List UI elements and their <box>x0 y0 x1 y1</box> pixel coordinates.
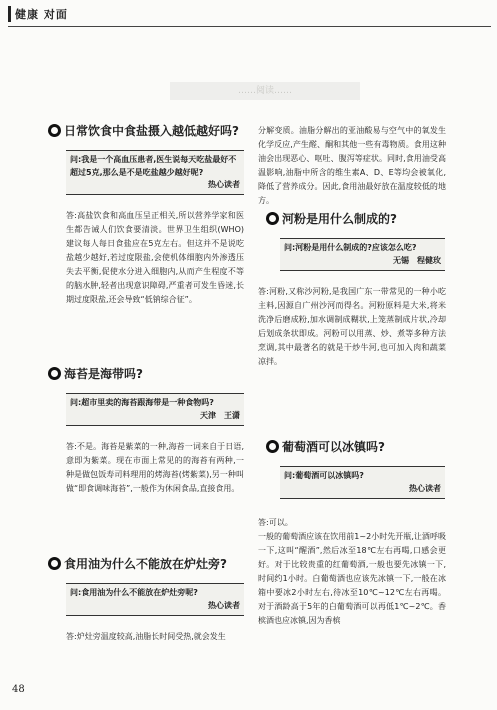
answer-text-oil: 答:炉灶旁温度较高,油脂长时间受热,就会发生 <box>66 632 226 641</box>
question-signature: 热心读者 <box>409 483 441 493</box>
question-box-wine <box>280 466 445 499</box>
answer-text-nori: 答:不是。海苔是紫菜的一种,海苔一词来自于日语,意即为紫菜。现在市面上常见的的海苔有两种,一种是做包饭寿司料理用的烤海苔(烤紫菜),另一种叫做“即食调味海苔”,一般作为休闲食品,直接食用。 <box>66 442 244 493</box>
page-header <box>8 4 68 24</box>
section-title-text: 食用油为什么不能放在炉灶旁? <box>64 557 227 571</box>
section-title-text: 葡萄酒可以冰镇吗? <box>282 440 385 454</box>
bullet-circle-icon <box>48 367 61 380</box>
header-bar <box>8 6 11 22</box>
answer-text-salt: 答:高盐饮食和高血压呈正相关,所以营养学家和医生都告诫人们饮食要清淡。世界卫生组织(WHO)建议每人每日食盐应在5克左右。但这并不是说吃盐越少越好,若过度限盐,会使机体细胞内外渗透压失去平衡,促使水分进入细胞内,从而产生程度不等的脑水肿,轻者出现意识障碍,严重者可发生昏迷,长期过度限盐,还会导致“低钠综合征”。 <box>66 211 244 304</box>
section-title-nori <box>48 365 143 382</box>
bullet-circle-icon <box>48 557 61 570</box>
question-signature: 热心读者 <box>208 600 240 610</box>
section-title-oil <box>48 555 227 572</box>
question-box-oil <box>66 583 244 616</box>
bullet-circle-icon <box>48 124 61 137</box>
section-title-text: 日常饮食中食盐摄入越低越好吗? <box>64 124 239 138</box>
question-box-rice-noodle <box>280 238 445 271</box>
question-text: 问:我是一个高血压患者,医生说每天吃盐最好不超过5克,那么是不是吃盐越少越好呢? <box>70 155 237 177</box>
question-text: 问:超市里卖的海苔跟海带是一种食物吗? <box>70 398 214 407</box>
bullet-circle-icon <box>266 212 279 225</box>
section-title-rice-noodle <box>266 210 397 227</box>
section-title-wine <box>266 438 385 455</box>
section-title-text: 河粉是用什么制成的? <box>282 212 397 226</box>
bullet-circle-icon <box>266 440 279 453</box>
question-box-salt <box>66 150 244 195</box>
answer-text-rice-noodle: 答:河粉,又称沙河粉,是我国广东一带常见的一种小吃主料,因源自广州沙河而得名。河粉原料是大米,将米洗净后磨成粉,加水调制成糊状,上笼蒸制成片状,冷却后划成条状即成。河粉可以用蒸、炒、煮等多种方法烹调,其中最著名的就是干炒牛河,也可加入肉和蔬菜凉拌。 <box>258 287 446 366</box>
header-divider <box>8 26 491 27</box>
answer-continuation: 分解变质。油脂分解出的亚油酸易与空气中的氧发生化学反应,产生醛、酮和其他一些有毒物质。食用这种油会出现恶心、呕吐、腹泻等症状。同时,食用油受高温影响,油脂中所含的维生素A、D、E等均会被氧化,降低了营养成分。因此,食用油最好放在温度较低的地方。 <box>258 126 446 205</box>
header-title: 健康 对面 <box>15 8 68 21</box>
section-title-salt <box>48 122 239 139</box>
faded-banner: ……阅读…… <box>170 82 360 100</box>
section-title-text: 海苔是海带吗? <box>64 367 143 381</box>
page-number: 48 <box>12 684 25 695</box>
question-text: 问:葡萄酒可以冰镇吗? <box>284 471 364 480</box>
question-signature: 无锡 程健玫 <box>393 255 441 265</box>
question-signature: 天津 王潇 <box>200 410 240 420</box>
question-signature: 热心读者 <box>208 180 240 189</box>
question-box-nori <box>66 393 244 426</box>
question-text: 问:河粉是用什么制成的?应该怎么吃? <box>284 243 417 252</box>
question-text: 问:食用油为什么不能放在炉灶旁呢? <box>70 588 198 597</box>
answer-text-wine: 答:可以。 一般的葡萄酒应该在饮用前1~2小时先开瓶,让酒呼吸一下,这叫“醒酒”,然后冰至18℃左右再喝,口感会更好。对于比较贵重的红葡萄酒,一般也要先冰镇一下,时间约1小时。白葡萄酒也应该先冰镇一下,一般在冰箱中要冰2小时左右,待冰至10℃~12℃左右再喝。对于酒龄高于5年的白葡萄酒可以再低1℃~2℃。香槟酒也应冰镇,因为香槟 <box>258 518 446 625</box>
